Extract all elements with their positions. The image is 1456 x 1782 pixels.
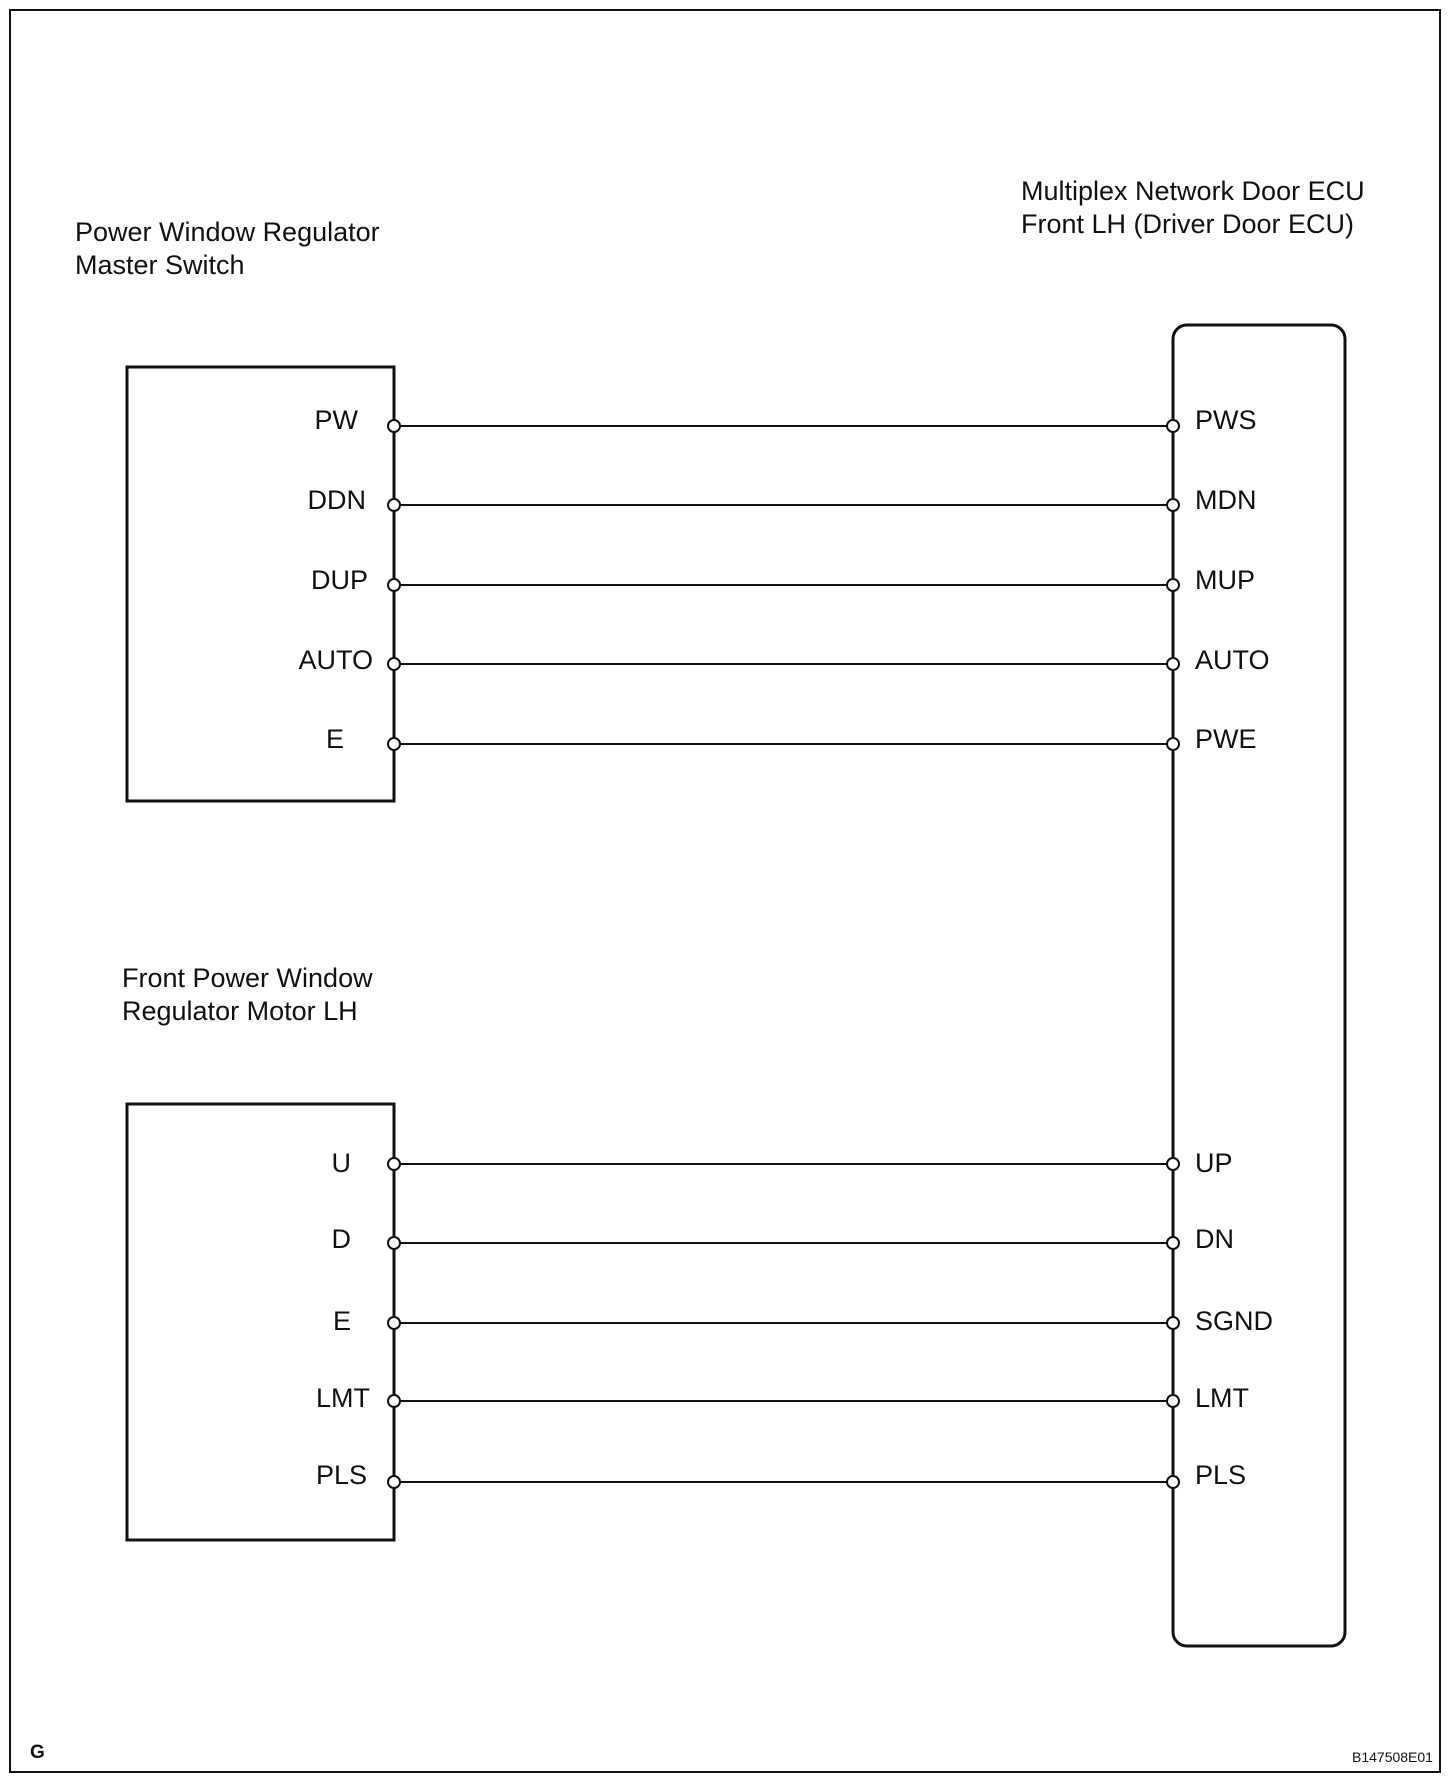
footer-right-code: B147508E01 <box>1352 1749 1433 1765</box>
pin-label-auto-ecu: AUTO <box>1195 645 1270 675</box>
pin-label-e-lower: E <box>332 1306 351 1336</box>
master-switch-title-line1: Power Window Regulator <box>75 217 380 247</box>
terminal-sgnd <box>1167 1317 1179 1329</box>
terminal-dup <box>388 579 400 591</box>
ecu-title <box>1021 175 1365 241</box>
terminal-d <box>388 1237 400 1249</box>
motor-title-line1: Front Power Window <box>122 963 373 993</box>
terminal-auto-right <box>1167 658 1179 670</box>
pin-label-mdn: MDN <box>1195 485 1257 515</box>
ecu-box <box>1173 325 1345 1646</box>
motor-title-line2: Regulator Motor LH <box>122 996 358 1026</box>
ecu-title-line1: Multiplex Network Door ECU <box>1021 176 1365 206</box>
master-switch-title-line2: Master Switch <box>75 250 245 280</box>
terminal-dn <box>1167 1237 1179 1249</box>
terminal-pwe <box>1167 738 1179 750</box>
pin-label-sgnd: SGND <box>1195 1306 1274 1336</box>
terminals <box>388 420 1179 1488</box>
terminal-e-upper <box>388 738 400 750</box>
pin-label-pls: PLS <box>315 1460 367 1490</box>
pin-label-e-upper: E <box>325 724 344 754</box>
pin-label-lmt: LMT <box>316 1383 370 1413</box>
terminal-up <box>1167 1158 1179 1170</box>
terminal-pw <box>388 420 400 432</box>
pin-label-pws: PWS <box>1195 405 1257 435</box>
terminal-lmt-left <box>388 1395 400 1407</box>
pin-label-dn: DN <box>1195 1224 1234 1254</box>
pin-label-pw: PW <box>314 405 358 435</box>
terminal-mdn <box>1167 499 1179 511</box>
upper-wires <box>394 426 1173 744</box>
terminal-u <box>388 1158 400 1170</box>
pin-label-pwe: PWE <box>1195 724 1257 754</box>
terminal-mup <box>1167 579 1179 591</box>
terminal-auto-left <box>388 658 400 670</box>
master-switch-title <box>75 216 380 282</box>
pin-label-pls-ecu: PLS <box>1195 1460 1247 1490</box>
pin-label-dup: DUP <box>310 565 368 595</box>
terminal-lmt-right <box>1167 1395 1179 1407</box>
ecu-title-line2: Front LH (Driver Door ECU) <box>1021 209 1355 239</box>
pin-label-mup: MUP <box>1195 565 1255 595</box>
terminal-e-lower <box>388 1317 400 1329</box>
terminal-ddn <box>388 499 400 511</box>
footer-left-code: G <box>30 1742 45 1763</box>
terminal-pls-right <box>1167 1476 1179 1488</box>
pin-label-ddn: DDN <box>307 485 366 515</box>
pin-label-lmt-ecu: LMT <box>1195 1383 1249 1413</box>
pin-label-auto: AUTO <box>298 645 373 675</box>
pin-label-up: UP <box>1195 1148 1233 1178</box>
lower-wires <box>394 1164 1173 1482</box>
pin-label-u: U <box>331 1148 351 1178</box>
motor-title <box>122 962 373 1028</box>
pin-label-d: D <box>331 1224 351 1254</box>
terminal-pws <box>1167 420 1179 432</box>
terminal-pls-left <box>388 1476 400 1488</box>
